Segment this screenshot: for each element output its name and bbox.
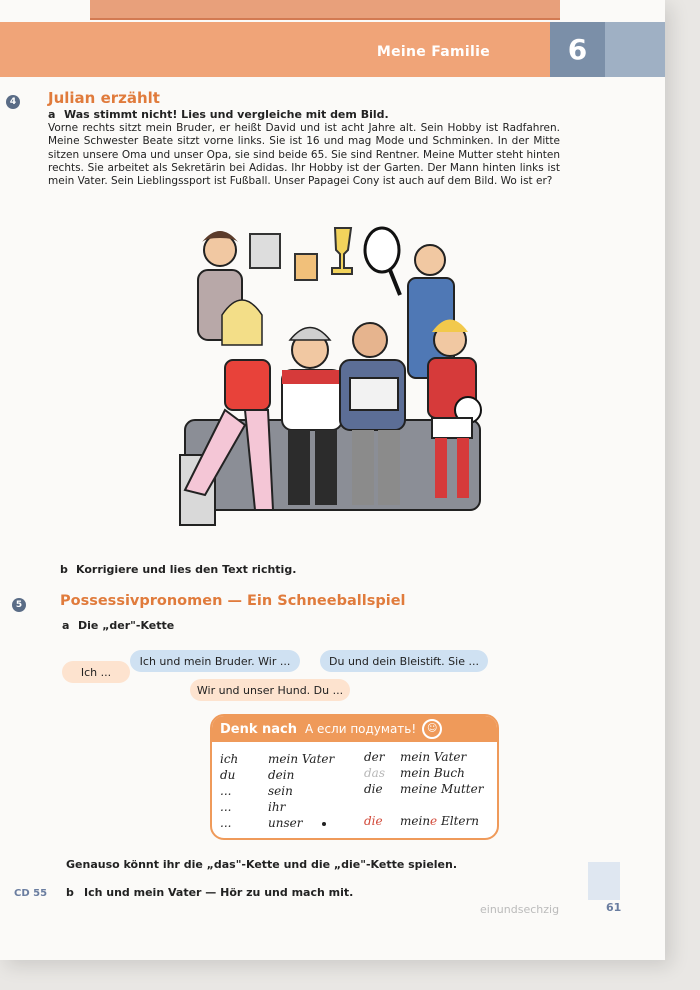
pronoun-dots-3: ... xyxy=(220,816,232,830)
denk-nach-title-ru: А если подумать! xyxy=(305,722,417,736)
speech-bubble-ich: Ich ... xyxy=(62,661,130,683)
article-die: die xyxy=(364,782,383,796)
exercise-4-paragraph: Vorne rechts sitzt mein Bruder, er heißt David und ist acht Jahre alt. Sein Hobby ist Radfahren. Meine Schwester Beate sitzt vorne links. Sie ist 16 und mag Mode und Schminken. In der Mitte sitzen unsere Oma und unser Opa, sie sind beide 65. Sie sind Rentner. Meine Mutter steht hinten rechts. Sie arbeitet als Sekretärin bei Adidas. Ihr Hobby ist der Garten. Der Mann hinten links ist mein Vater. Sein Lieblingssport ist Fußball. Unser Papagei Cony ist auch auf dem Bild. Wo ist er? xyxy=(48,122,560,188)
picture-frame xyxy=(250,234,280,268)
father-figure xyxy=(415,245,445,275)
exercise-5a-label: a xyxy=(62,619,70,632)
exercise-5b-label: b xyxy=(66,886,74,899)
speech-bubble-du-bleistift: Du und dein Bleistift. Sie ... xyxy=(320,650,488,672)
denk-nach-header xyxy=(212,716,497,742)
denk-nach-box xyxy=(210,714,499,840)
pronoun-du: du xyxy=(220,768,236,782)
smiley-icon: ☺ xyxy=(422,719,442,739)
newspaper xyxy=(350,378,398,410)
pronoun-dots-2: ... xyxy=(220,800,232,814)
exercise-4b-label: b xyxy=(60,563,68,576)
exercise-5b-instruction: Ich und mein Vater — Hör zu und mach mit. xyxy=(84,886,354,899)
exercise-5a-instruction: Die „der"-Kette xyxy=(78,619,175,632)
trophy-icon xyxy=(332,228,352,274)
example-meine-eltern: meine Eltern xyxy=(400,814,479,828)
possessive-ihr: ihr xyxy=(268,800,286,814)
article-die-plural: die xyxy=(364,814,383,828)
tennis-racket-icon xyxy=(365,228,399,272)
possessive-unser: unser xyxy=(268,816,303,830)
example-mein-buch: mein Buch xyxy=(400,766,465,780)
exercise-4b-instruction: Korrigiere und lies den Text richtig. xyxy=(76,563,297,576)
page-number: 61 xyxy=(606,901,622,914)
exercise-4a-instruction: Was stimmt nicht! Lies und vergleiche mit dem Bild. xyxy=(64,108,389,121)
exercise-4a-label: a xyxy=(48,108,56,121)
speech-bubble-wir-hund: Wir und unser Hund. Du ... xyxy=(190,679,350,701)
denk-nach-title: Denk nach xyxy=(220,721,298,737)
chapter-number: 6 xyxy=(550,22,605,77)
chapter-title: Meine Familie xyxy=(376,44,490,60)
exercise-5-number: 5 xyxy=(12,598,26,612)
cd-track-label: CD 55 xyxy=(14,888,48,899)
exercise-4-number: 4 xyxy=(6,95,20,109)
picture-frame-small xyxy=(295,254,317,280)
possessive-dein: dein xyxy=(268,768,295,782)
example-meine-mutter: meine Mutter xyxy=(400,782,484,796)
grandfather-figure xyxy=(353,323,387,357)
family-illustration xyxy=(170,220,500,540)
pronoun-ich: ich xyxy=(220,752,239,766)
top-strip xyxy=(90,0,560,20)
dot-mark xyxy=(322,822,326,826)
article-das: das xyxy=(364,766,385,780)
exercise-5-title: Possessivpronomen — Ein Schneeballspiel xyxy=(60,593,406,609)
pronoun-dots-1: ... xyxy=(220,784,232,798)
article-der: der xyxy=(364,750,385,764)
possessive-mein-vater: mein Vater xyxy=(268,752,335,766)
possessive-sein: sein xyxy=(268,784,293,798)
page-number-word: einundsechzig xyxy=(480,903,560,916)
speech-bubble-ich-bruder: Ich und mein Bruder. Wir ... xyxy=(130,650,300,672)
genauso-instruction: Genauso könnt ihr die „das"-Kette und die „die"-Kette spielen. xyxy=(66,858,458,871)
margin-tab xyxy=(588,862,620,900)
exercise-4-title: Julian erzählt xyxy=(48,89,160,107)
example-mein-vater: mein Vater xyxy=(400,750,467,764)
